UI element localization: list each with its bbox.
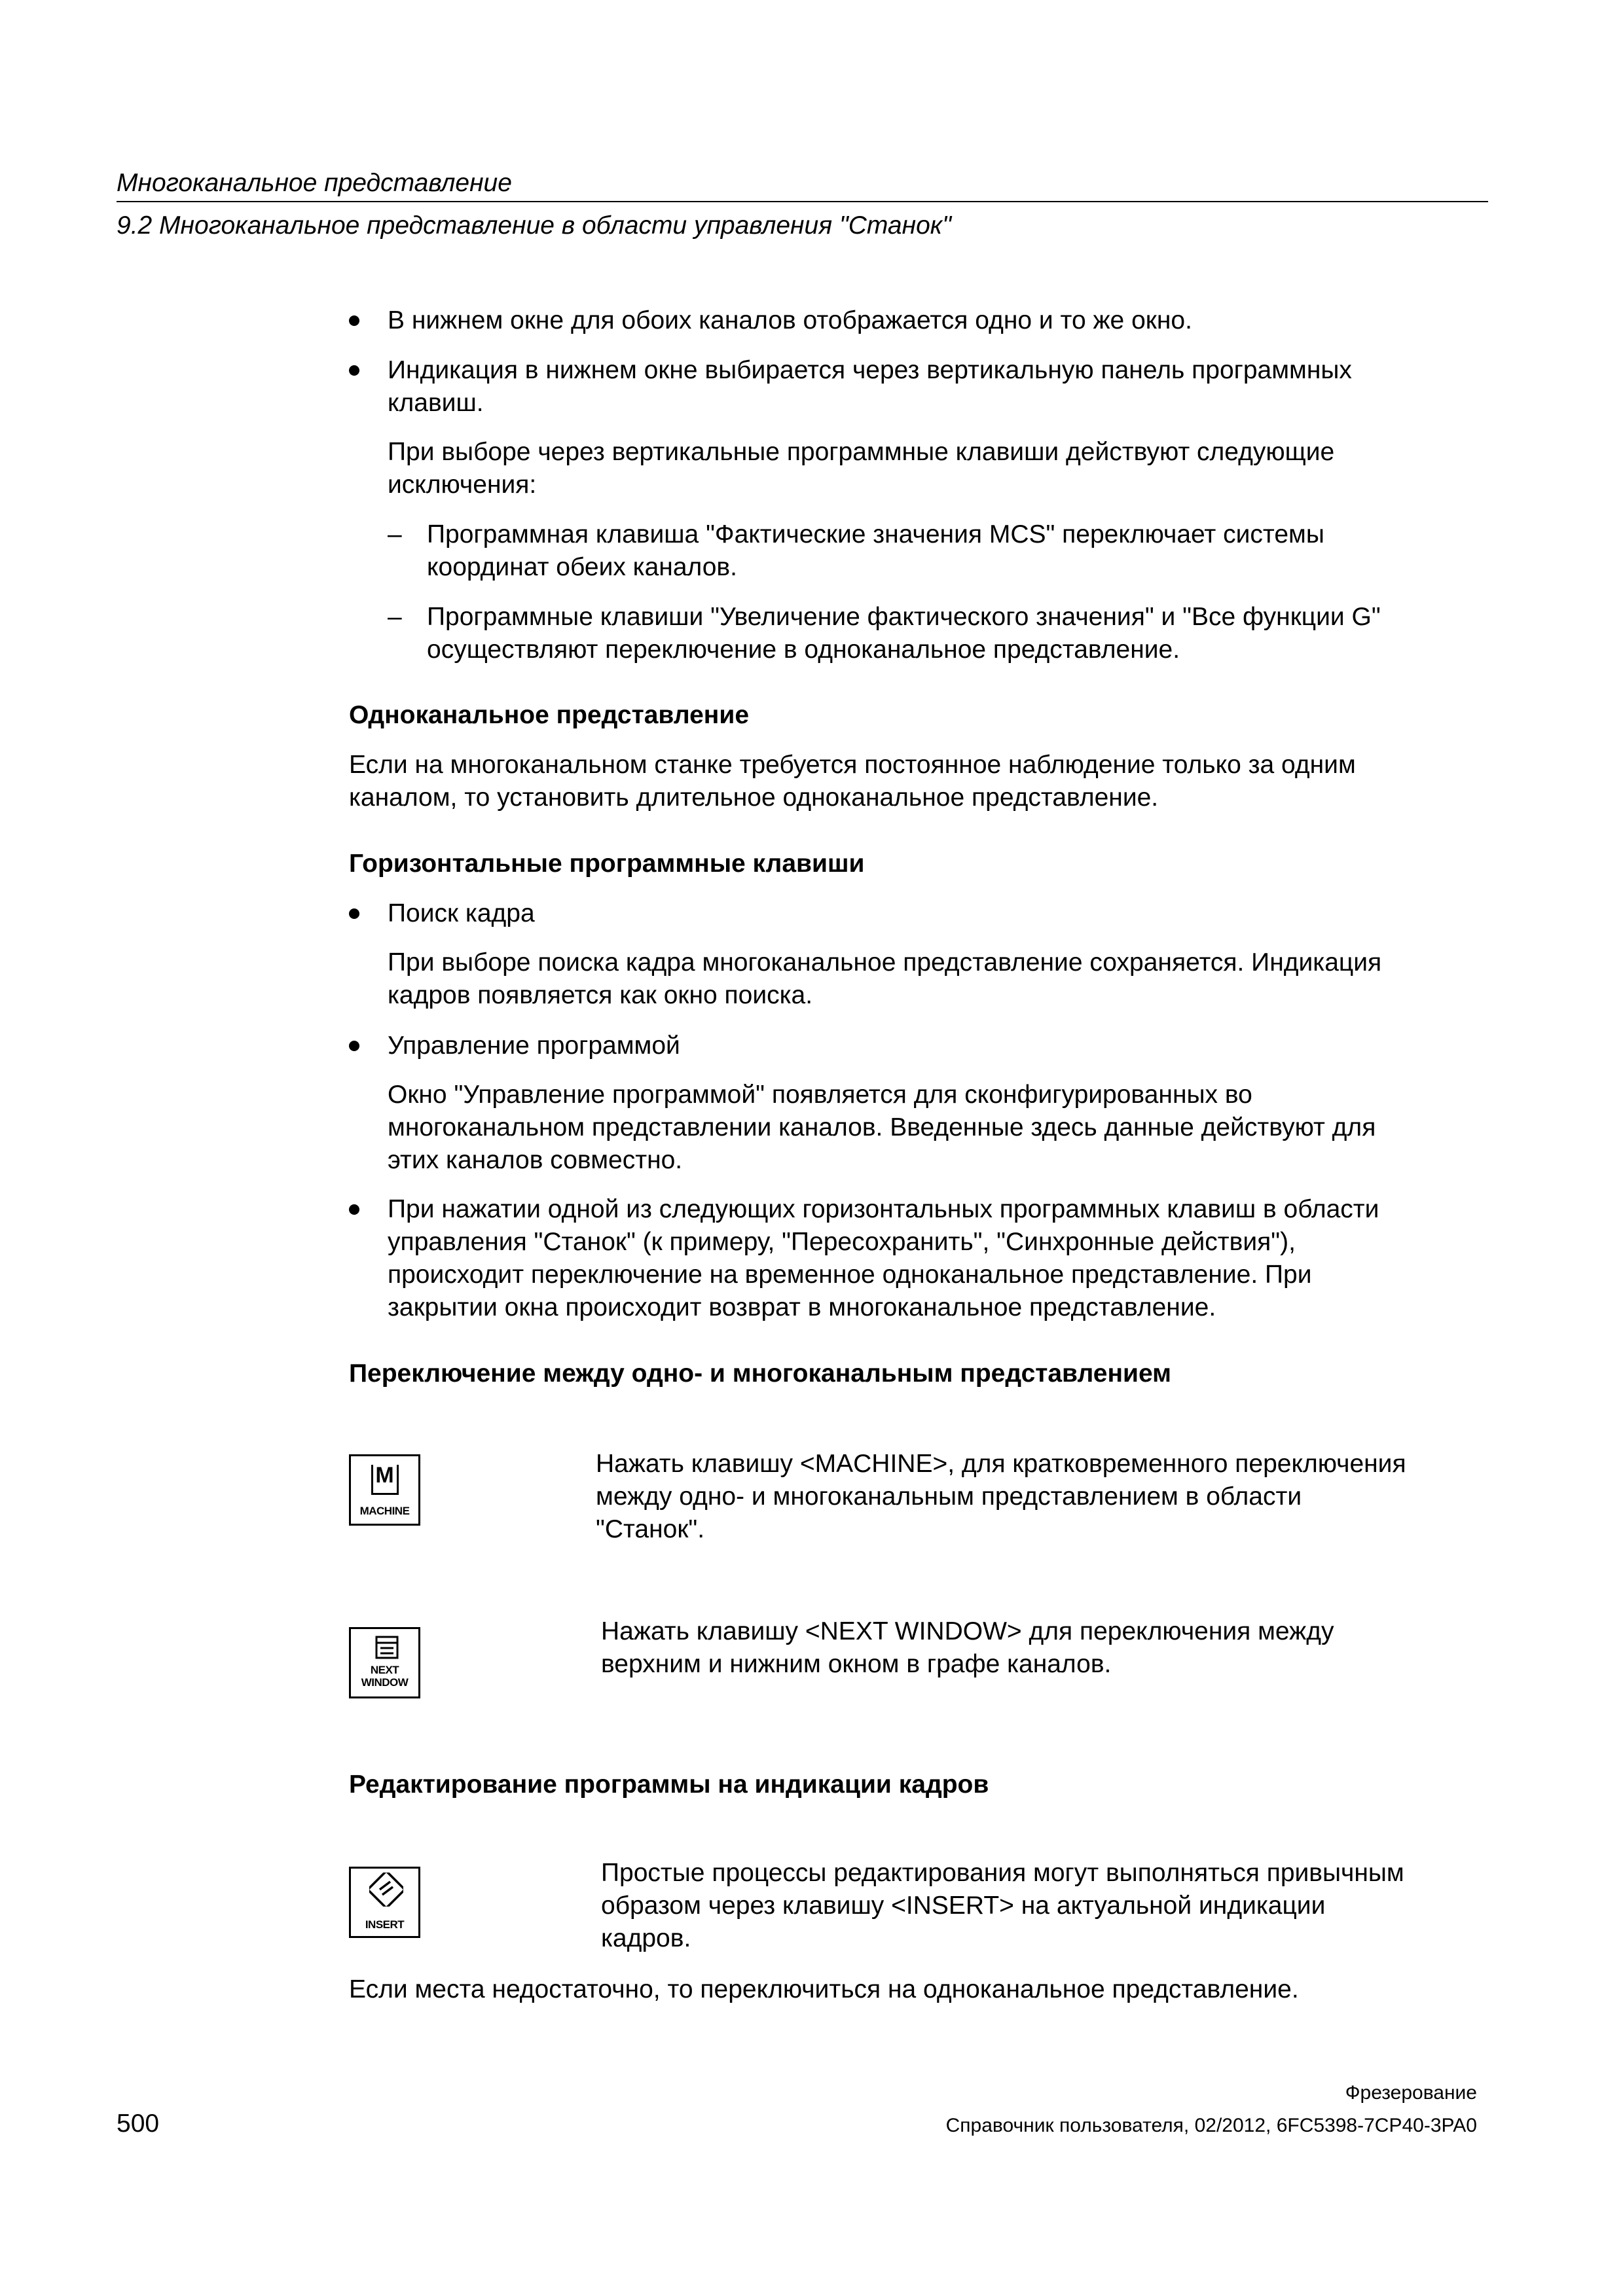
bullet-dot xyxy=(349,1204,359,1215)
dash-item-1-line-2: координат обеих каналов. xyxy=(427,553,737,581)
insert-key-icon xyxy=(349,1867,420,1938)
intro-bullet-1: В нижнем окне для обоих каналов отображается одно и то же окно. xyxy=(388,306,1192,334)
header-rule xyxy=(117,201,1488,202)
bullet-dot xyxy=(349,365,359,376)
dash-marker: – xyxy=(388,520,402,548)
machine-key-icon xyxy=(349,1454,420,1526)
machine-key-label: MACHINE xyxy=(359,1505,410,1517)
next-window-desc-line-1: Нажать клавишу <NEXT WINDOW> для переключения между xyxy=(601,1617,1334,1645)
softkey-item-2-desc-line-1: Окно "Управление программой" появляется для сконфигурированных во xyxy=(388,1081,1252,1109)
dash-item-2-line-1: Программные клавиши "Увеличение фактического значения" и "Все функции G" xyxy=(427,603,1381,631)
softkey-item-3-line-4: закрытии окна происходит возврат в многоканальное представление. xyxy=(388,1293,1216,1321)
softkey-item-3-line-1: При нажатии одной из следующих горизонтальных программных клавиш в области xyxy=(388,1195,1379,1223)
softkey-item-2-desc-line-2: многоканальном представлении каналов. Введенные здесь данные действуют для xyxy=(388,1113,1376,1141)
editing-desc-line-1: Простые процессы редактирования могут выполняться привычным xyxy=(601,1859,1404,1887)
bullet-dot xyxy=(349,908,359,919)
machine-desc-line-2: между одно- и многоканальным представлением в области xyxy=(596,1482,1302,1511)
dash-item-1-line-1: Программная клавиша "Фактические значения MCS" переключает системы xyxy=(427,520,1324,548)
bullet-dot xyxy=(349,315,359,326)
editing-desc-line-2: образом через клавишу <INSERT> на актуальной индикации xyxy=(601,1892,1326,1920)
single-channel-line-1: Если на многоканальном станке требуется постоянное наблюдение только за одним xyxy=(349,751,1356,779)
section-title: 9.2 Многоканальное представление в области управления "Станок" xyxy=(117,211,952,240)
next-window-key-icon xyxy=(349,1627,420,1698)
machine-desc-line-3: "Станок". xyxy=(596,1515,705,1543)
softkey-item-2-desc-line-3: этих каналов совместно. xyxy=(388,1146,683,1174)
machine-desc-line-1: Нажать клавишу <MACHINE>, для кратковременного переключения xyxy=(596,1450,1406,1478)
editing-desc-line-3: кадров. xyxy=(601,1924,691,1952)
next-window-desc-line-2: верхним и нижним окном в графе каналов. xyxy=(601,1650,1112,1678)
dash-item-2-line-2: осуществляют переключение в одноканальное представление. xyxy=(427,636,1180,664)
next-window-key-label-2: WINDOW xyxy=(361,1676,409,1689)
editing-heading: Редактирование программы на индикации кадров xyxy=(349,1770,989,1799)
softkey-item-1: Поиск кадра xyxy=(388,899,535,927)
insert-key-label: INSERT xyxy=(365,1918,405,1931)
bullet-dot xyxy=(349,1041,359,1051)
single-channel-line-2: каналом, то установить длительное одноканальное представление. xyxy=(349,783,1159,812)
window-icon xyxy=(375,1636,399,1659)
footer-manual-info: Справочник пользователя, 02/2012, 6FC5398-7CP40-3PA0 xyxy=(945,2115,1477,2136)
single-channel-heading: Одноканальное представление xyxy=(349,701,750,729)
insert-diamond-icon xyxy=(369,1873,403,1907)
switching-heading: Переключение между одно- и многоканальным представлением xyxy=(349,1359,1172,1388)
next-window-key-label-1: NEXT xyxy=(370,1664,399,1676)
softkey-item-3-line-2: управления "Станок" (к примеру, "Пересохранить", "Синхронные действия"), xyxy=(388,1228,1296,1256)
machine-key-glyph: M xyxy=(375,1463,394,1488)
softkey-item-2: Управление программой xyxy=(388,1031,680,1060)
softkey-item-1-desc-line-2: кадров появляется как окно поиска. xyxy=(388,981,813,1009)
intro-bullet-2-line-1: Индикация в нижнем окне выбирается через вертикальную панель программных xyxy=(388,356,1352,384)
softkeys-heading: Горизонтальные программные клавиши xyxy=(349,850,865,878)
intro-bullet-2-line-2: клавиш. xyxy=(388,389,484,417)
dash-marker: – xyxy=(388,603,402,631)
chapter-title: Многоканальное представление xyxy=(117,169,512,197)
page-number: 500 xyxy=(117,2109,160,2138)
footer-manual-title: Фрезерование xyxy=(1345,2082,1477,2104)
editing-closing-text: Если места недостаточно, то переключиться на одноканальное представление. xyxy=(349,1975,1299,2003)
softkey-item-3-line-3: происходит переключение на временное одноканальное представление. При xyxy=(388,1261,1312,1289)
intro-para-line-2: исключения: xyxy=(388,471,537,499)
intro-para-line-1: При выборе через вертикальные программные клавиши действуют следующие xyxy=(388,438,1335,466)
softkey-item-1-desc-line-1: При выборе поиска кадра многоканальное представление сохраняется. Индикация xyxy=(388,948,1382,977)
